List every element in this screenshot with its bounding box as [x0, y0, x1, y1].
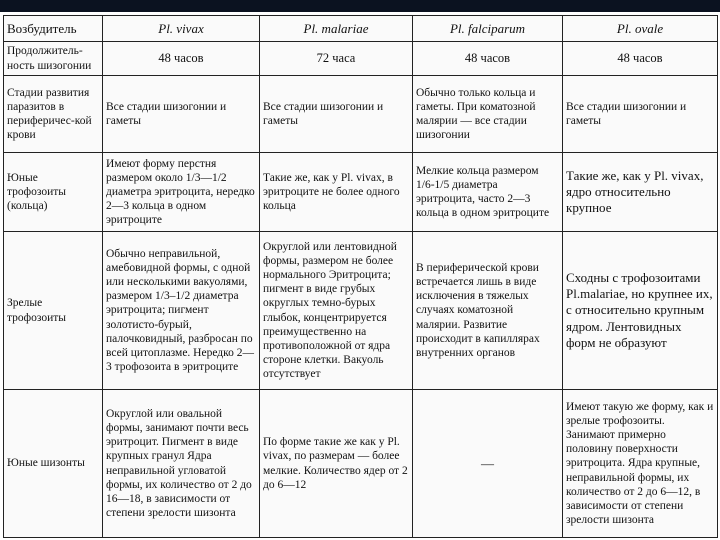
top-dark-bar	[0, 0, 720, 12]
header-ovale: Pl. ovale	[563, 16, 718, 42]
cell-ovale: Сходны с трофозоитами Pl.malariae, но крупнее их, с относительно крупным ядром. Лентовидных форм не образуют	[563, 232, 718, 390]
row-label: Юные шизонты	[4, 390, 103, 538]
cell-ovale: Имеют такую же форму, как и зрелые трофозоиты. Занимают примерно половину поверхности эритроцита. Ядра крупные, неправильной формы, их количество от 2 до 6—12, в зависимости от степени зрелости шизонта	[563, 390, 718, 538]
row-schizogony-duration	[4, 42, 718, 76]
cell-falciparum: В периферической крови встречается лишь в виде исключения в тяжелых случаях коматозной малярии. Развитие происходит в капиллярах внутренних органов	[413, 232, 563, 390]
header-row	[4, 16, 718, 42]
row-label: Зрелые трофозоиты	[4, 232, 103, 390]
cell-falciparum: Обычно только кольца и гаметы. При коматозной малярии — все стадии шизогонии	[413, 76, 563, 153]
cell-falciparum: —	[413, 390, 563, 538]
cell-ovale: Все стадии шизогонии и гаметы	[563, 76, 718, 153]
header-pathogen: Возбудитель	[4, 16, 103, 42]
row-label: Юные трофозоиты (кольца)	[4, 153, 103, 232]
cell-vivax: Округлой или овальной формы, занимают почти весь эритроцит. Пигмент в виде крупных гранул Ядра неправильной угловатой формы, их количество от 2 до 16—18, в зависимости от степени зрелости шизонта	[103, 390, 260, 538]
cell-malariae: Округлой или лентовидной формы, размером не более нормального Эритроцита; пигмент в виде грубых округлых темно-бурых глыбок, концентрируется преимущественно на противоположной от ядра стороне клетки. Вакуоль отсутствует	[260, 232, 413, 390]
header-falciparum: Pl. falciparum	[413, 16, 563, 42]
cell-malariae: По форме такие же как у Pl. vivax, по размерам — более мелкие. Количество ядер от 2 до 6—12	[260, 390, 413, 538]
malaria-comparison-table	[3, 15, 718, 538]
cell-malariae: Все стадии шизогонии и гаметы	[260, 76, 413, 153]
row-mature-trophozoites	[4, 232, 718, 390]
cell-vivax: Имеют форму перстня размером около 1/3—1/2 диаметра эритроцита, нередко 2—3 кольца в одном эритроците	[103, 153, 260, 232]
row-label: Стадии развития паразитов в периферичес-кой крови	[4, 76, 103, 153]
row-label: Продолжитель-ность шизогонии	[4, 42, 103, 76]
cell-ovale: Такие же, как у Pl. vivax, ядро относительно крупное	[563, 153, 718, 232]
cell-vivax: 48 часов	[103, 42, 260, 76]
cell-malariae: 72 часа	[260, 42, 413, 76]
header-vivax: Pl. vivax	[103, 16, 260, 42]
cell-falciparum: Мелкие кольца размером 1/6-1/5 диаметра эритроцита, часто 2—3 кольца в одном эритроците	[413, 153, 563, 232]
cell-vivax: Обычно неправильной, амебовидной формы, с одной или несколькими вакуолями, размером 1/3–1/2 диаметра эритроцита; пигмент золотисто-бурый, палочковидный, разбросан по всей цитоплазме. Нередко 2—3 трофозоита в эритроците	[103, 232, 260, 390]
row-young-schizonts	[4, 390, 718, 538]
cell-vivax: Все стадии шизогонии и гаметы	[103, 76, 260, 153]
cell-malariae: Такие же, как у Pl. vivax, в эритроците не более одного кольца	[260, 153, 413, 232]
cell-falciparum: 48 часов	[413, 42, 563, 76]
cell-ovale: 48 часов	[563, 42, 718, 76]
row-young-trophozoites	[4, 153, 718, 232]
row-stages-in-blood	[4, 76, 718, 153]
header-malariae: Pl. malariae	[260, 16, 413, 42]
